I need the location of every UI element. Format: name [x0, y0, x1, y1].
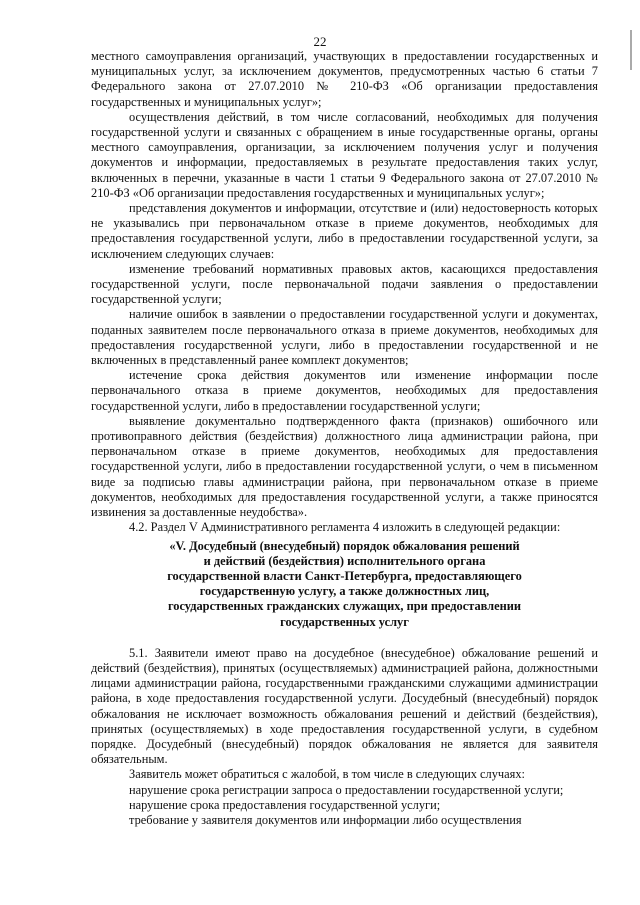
document-body	[91, 49, 598, 828]
section-heading	[91, 539, 598, 630]
paragraph: осуществления действий, в том числе согласований, необходимых для получения государственной услуги и связанных с обращением в иные государственные органы, органы местного самоуправления, организации, за исключением получения услуг и получения документов и информации, предоставляемых в результате предоставления таких услуг, включенных в перечни, указанные в части 1 статьи 9 Федерального закона от 27.07.2010 № 210-ФЗ «Об организации предоставления государственных и муниципальных услуг»;	[91, 109, 598, 200]
heading-line: государственных услуг	[280, 614, 409, 629]
paragraph: Заявитель может обратиться с жалобой, в том числе в следующих случаях:	[129, 767, 525, 782]
paragraph: 4.2. Раздел V Административного регламента 4 изложить в следующей редакции:	[129, 520, 561, 535]
heading-line: государственную услугу, а также должностных лиц,	[199, 584, 490, 599]
paragraph: наличие ошибок в заявлении о предоставлении государственной услуги и документах, поданных заявителем после первоначального отказа в приеме документов, необходимых для предоставления государственной услуги, либо в предоставлении государственной и не включенных в представленный ранее комплект документов;	[91, 307, 598, 368]
heading-line: государственных гражданских служащих, при предоставлении	[167, 599, 522, 614]
paragraph: выявление документально подтвержденного факта (признаков) ошибочного или противоправного действия (бездействия) должностного лица администрации района, при первоначальном отказе в приеме документов, необходимых для предоставления государственной услуги, либо в предоставлении государственной услуги, о чем в письменном виде за подписью главы администрации района, при первоначальном отказе в приеме документов, необходимых для предоставления государственной услуги, а также приносятся извинения за доставленные неудобства».	[91, 413, 598, 520]
paragraph: истечение срока действия документов или изменение информации после первоначального отказа в приеме документов, необходимых для предоставления государственной услуги, либо в предоставлении государственной услуги;	[91, 368, 598, 413]
paragraph: изменение требований нормативных правовых актов, касающихся предоставления государственной услуги, после первоначальной подачи заявления о предоставлении государственной услуги;	[91, 261, 598, 307]
paragraph: нарушение срока предоставления государственной услуги;	[129, 797, 441, 812]
page-number: 22	[313, 34, 327, 49]
heading-line: и действий (бездействия) исполнительного органа	[203, 553, 486, 568]
scan-edge-mark	[630, 30, 636, 70]
heading-line: государственной власти Санкт-Петербурга, предоставляющего	[167, 568, 522, 583]
paragraph: 5.1. Заявители имеют право на досудебное (внесудебное) обжалование решений и действий (бездействия), принятых (осуществляемых) администрацией района, должностными лицами администрации района, государственными гражданскими служащими администрации района, в ходе предоставления государственной услуги. Досудебный (внесудебный) порядок обжалования не исключает возможность обжалования решений и действий (бездействия), принятых (осуществляемых) в ходе предоставления государственной услуги, в судебном порядке. Досудебный (внесудебный) порядок обжалования не является для заявителя обязательным.	[91, 645, 598, 767]
paragraph: нарушение срока регистрации запроса о предоставлении государственной услуги;	[129, 782, 564, 797]
paragraph: местного самоуправления организаций, участвующих в предоставлении государственных и муниципальных услуг, за исключением документов, предусмотренных частью 6 статьи 7 Федерального закона от 27.07.2010 № 210-ФЗ «Об организации предоставления государственных и муниципальных услуг»;	[91, 49, 598, 109]
paragraph: представления документов и информации, отсутствие и (или) недостоверность которых не указывались при первоначальном отказе в приеме документов, необходимых для предоставления государственной услуги, либо в предоставлении государственной услуги, за исключением следующих случаев:	[91, 201, 598, 261]
spacer	[91, 630, 598, 646]
paragraph: требование у заявителя документов или информации либо осуществления	[129, 812, 522, 827]
heading-line: «V. Досудебный (внесудебный) порядок обжалования решений	[169, 538, 520, 553]
